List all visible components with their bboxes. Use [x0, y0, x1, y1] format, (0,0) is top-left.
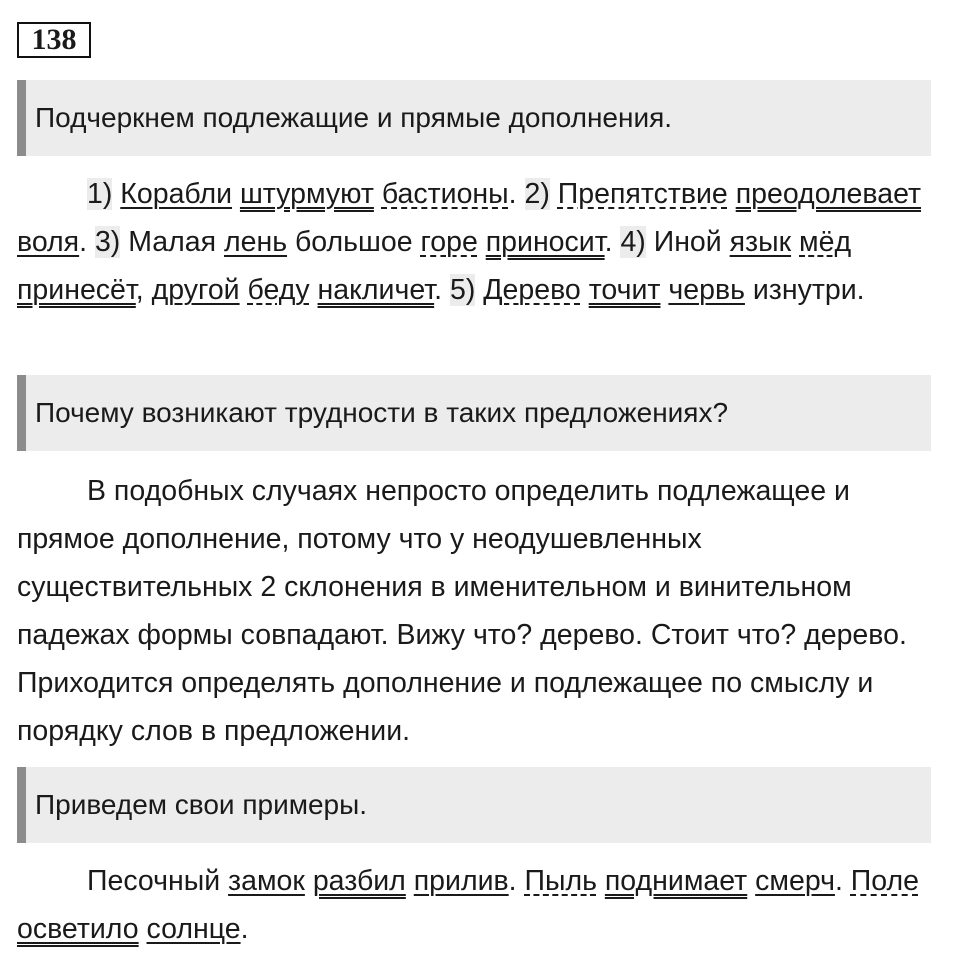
- subject-word: замок: [228, 865, 305, 897]
- sentence-number: 1): [87, 178, 113, 210]
- answer-2-paragraph: [17, 467, 942, 755]
- plain-word: изнутри.: [752, 274, 865, 306]
- answer-2-text: В подобных случаях непросто определить подлежащее и прямое дополнение, потому что у неодушевленных существительных 2 склонения в именительном и винительном падежах формы совпадают. Вижу что? дерево. Стоит что? дерево. Приходится определять дополнение и подлежащее по смыслу и порядку слов в предложении.: [17, 475, 907, 747]
- subject-word: воля: [17, 226, 80, 258]
- object-word: бастионы: [381, 178, 509, 210]
- subject-word: смерч: [755, 865, 835, 897]
- subject-word: Корабли: [120, 178, 233, 210]
- object-word: Поле: [850, 865, 919, 897]
- object-word: Препятствие: [557, 178, 728, 210]
- plain-word: Иной: [653, 226, 722, 258]
- subject-word: червь: [668, 274, 745, 306]
- predicate-word: преодолевает: [735, 178, 922, 210]
- subject-word: другой: [151, 274, 240, 306]
- plain-word: Песочный: [87, 865, 221, 897]
- predicate-word: точит: [588, 274, 661, 306]
- predicate-word: штурмуют: [239, 178, 374, 210]
- subject-word: лень: [223, 226, 288, 258]
- predicate-word: накличет: [317, 274, 435, 306]
- subject-word: язык: [729, 226, 792, 258]
- plain-word: Малая: [128, 226, 217, 258]
- plain-word: большое: [294, 226, 413, 258]
- object-word: беду: [247, 274, 310, 306]
- question-3-text: Приведем свои примеры.: [35, 789, 368, 820]
- task-number: 138: [17, 22, 91, 58]
- question-3: [17, 767, 931, 843]
- predicate-word: принесёт: [17, 274, 136, 306]
- subject-word: прилив: [413, 865, 509, 897]
- subject-word: солнце: [146, 913, 241, 945]
- punct: .: [434, 274, 443, 306]
- sentence-number: 2): [524, 178, 550, 210]
- object-word: Пыль: [524, 865, 597, 897]
- sentence-number: 3): [94, 226, 121, 258]
- sentence-number: 4): [620, 226, 646, 258]
- question-2-text: Почему возникают трудности в таких предложениях?: [35, 397, 729, 428]
- predicate-word: поднимает: [604, 865, 748, 897]
- answer-1-paragraph: [17, 170, 942, 314]
- punct: .: [604, 226, 613, 258]
- question-1: [17, 80, 931, 156]
- question-2: [17, 375, 931, 451]
- question-1-text: Подчеркнем подлежащие и прямые дополнения.: [35, 102, 673, 133]
- punct: .: [79, 226, 88, 258]
- predicate-word: разбил: [312, 865, 406, 897]
- sentence-number: 5): [449, 274, 476, 306]
- predicate-word: приносит: [485, 226, 605, 258]
- object-word: мёд: [799, 226, 852, 258]
- punct: ,: [135, 274, 144, 306]
- punct: .: [508, 178, 517, 210]
- object-word: горе: [420, 226, 478, 258]
- punct: .: [834, 865, 843, 897]
- object-word: Дерево: [483, 274, 581, 306]
- predicate-word: осветило: [17, 913, 139, 945]
- punct: .: [508, 865, 517, 897]
- punct: .: [240, 913, 249, 945]
- answer-3-paragraph: [17, 857, 942, 953]
